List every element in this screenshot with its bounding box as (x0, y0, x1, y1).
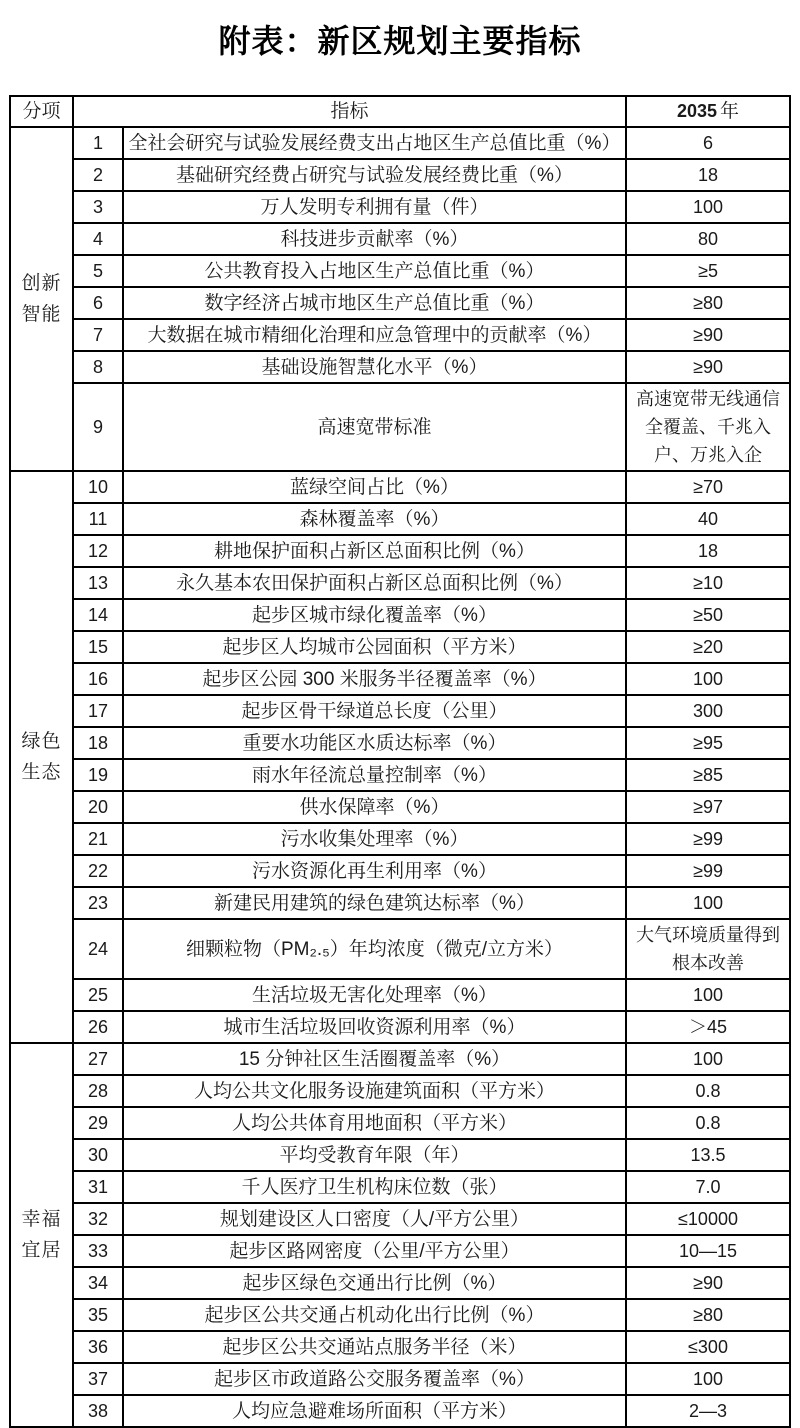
row-number-cell: 33 (73, 1235, 123, 1267)
value-cell: 80 (626, 223, 790, 255)
value-cell: ≥90 (626, 319, 790, 351)
indicator-cell: 人均公共体育用地面积（平方米） (123, 1107, 626, 1139)
row-number-cell: 8 (73, 351, 123, 383)
indicator-cell: 耕地保护面积占新区总面积比例（%） (123, 535, 626, 567)
table-row (10, 1107, 790, 1139)
row-number-cell: 1 (73, 127, 123, 159)
row-number-cell: 5 (73, 255, 123, 287)
indicator-cell: 基础设施智慧化水平（%） (123, 351, 626, 383)
row-number-cell: 25 (73, 979, 123, 1011)
value-cell: 0.8 (626, 1107, 790, 1139)
table-row (10, 383, 790, 471)
value-cell: ≥20 (626, 631, 790, 663)
table-row (10, 695, 790, 727)
value-cell: ≥90 (626, 351, 790, 383)
category-cell-1 (10, 471, 73, 1043)
table-row (10, 567, 790, 599)
category-label-line: 创新 (21, 273, 62, 294)
indicator-cell: 城市生活垃圾回收资源利用率（%） (123, 1011, 626, 1043)
value-cell: ≥85 (626, 759, 790, 791)
value-cell: 100 (626, 887, 790, 919)
row-number-cell: 31 (73, 1171, 123, 1203)
row-number-cell: 24 (73, 919, 123, 979)
indicator-cell: 人均公共文化服务设施建筑面积（平方米） (123, 1075, 626, 1107)
indicator-cell: 供水保障率（%） (123, 791, 626, 823)
table-row (10, 471, 790, 503)
indicator-cell: 科技进步贡献率（%） (123, 223, 626, 255)
row-number-cell: 35 (73, 1299, 123, 1331)
indicator-cell: 雨水年径流总量控制率（%） (123, 759, 626, 791)
header-year-number: 2035 (676, 101, 718, 121)
table-row (10, 1267, 790, 1299)
row-number-cell: 16 (73, 663, 123, 695)
indicator-cell: 起步区路网密度（公里/平方公里） (123, 1235, 626, 1267)
table-row (10, 855, 790, 887)
indicators-table (9, 95, 791, 1428)
indicator-cell: 大数据在城市精细化治理和应急管理中的贡献率（%） (123, 319, 626, 351)
value-cell: 18 (626, 535, 790, 567)
indicator-cell: 起步区城市绿化覆盖率（%） (123, 599, 626, 631)
table-row (10, 1011, 790, 1043)
row-number-cell: 12 (73, 535, 123, 567)
indicator-cell: 污水资源化再生利用率（%） (123, 855, 626, 887)
page-title: 附表：新区规划主要指标 (218, 23, 582, 59)
category-label-line: 宜居 (21, 1240, 62, 1261)
row-number-cell: 28 (73, 1075, 123, 1107)
value-cell: 2—3 (626, 1395, 790, 1427)
indicator-cell: 15 分钟社区生活圈覆盖率（%） (123, 1043, 626, 1075)
table-row (10, 727, 790, 759)
row-number-cell: 26 (73, 1011, 123, 1043)
indicator-cell: 人均应急避难场所面积（平方米） (123, 1395, 626, 1427)
table-row (10, 1171, 790, 1203)
value-cell: ≥99 (626, 823, 790, 855)
row-number-cell: 11 (73, 503, 123, 535)
indicator-cell: 污水收集处理率（%） (123, 823, 626, 855)
table-row (10, 351, 790, 383)
indicator-cell: 万人发明专利拥有量（件） (123, 191, 626, 223)
value-cell: ≥10 (626, 567, 790, 599)
table-row (10, 1395, 790, 1427)
row-number-cell: 22 (73, 855, 123, 887)
table-row (10, 979, 790, 1011)
value-cell: ≥90 (626, 1267, 790, 1299)
table-row (10, 503, 790, 535)
table-row (10, 1235, 790, 1267)
row-number-cell: 32 (73, 1203, 123, 1235)
table-row (10, 159, 790, 191)
table-row (10, 599, 790, 631)
indicator-cell: 起步区公园 300 米服务半径覆盖率（%） (123, 663, 626, 695)
table-row (10, 1203, 790, 1235)
indicator-cell: 千人医疗卫生机构床位数（张） (123, 1171, 626, 1203)
category-cell-2 (10, 1043, 73, 1427)
table-row (10, 1139, 790, 1171)
indicator-cell: 起步区公共交通站点服务半径（米） (123, 1331, 626, 1363)
row-number-cell: 10 (73, 471, 123, 503)
indicator-cell: 森林覆盖率（%） (123, 503, 626, 535)
value-cell: ≥80 (626, 287, 790, 319)
indicator-cell: 永久基本农田保护面积占新区总面积比例（%） (123, 567, 626, 599)
value-cell: ≥95 (626, 727, 790, 759)
value-cell: 100 (626, 979, 790, 1011)
row-number-cell: 38 (73, 1395, 123, 1427)
indicator-cell: 公共教育投入占地区生产总值比重（%） (123, 255, 626, 287)
row-number-cell: 37 (73, 1363, 123, 1395)
value-cell: 100 (626, 1363, 790, 1395)
value-cell: 40 (626, 503, 790, 535)
row-number-cell: 29 (73, 1107, 123, 1139)
category-label-line: 幸福 (21, 1209, 62, 1230)
table-row (10, 663, 790, 695)
category-label-line: 绿色 (21, 731, 62, 752)
row-number-cell: 21 (73, 823, 123, 855)
value-cell: 大气环境质量得到根本改善 (626, 919, 790, 979)
indicator-cell: 起步区市政道路公交服务覆盖率（%） (123, 1363, 626, 1395)
category-cell-0 (10, 127, 73, 471)
table-row (10, 631, 790, 663)
value-cell: 300 (626, 695, 790, 727)
row-number-cell: 17 (73, 695, 123, 727)
table-row (10, 255, 790, 287)
category-label-line: 智能 (21, 304, 62, 325)
row-number-cell: 23 (73, 887, 123, 919)
header-indicator: 指标 (73, 96, 626, 127)
value-cell: 18 (626, 159, 790, 191)
row-number-cell: 30 (73, 1139, 123, 1171)
table-row (10, 191, 790, 223)
value-cell: 100 (626, 1043, 790, 1075)
table-row (10, 1075, 790, 1107)
indicator-cell: 起步区公共交通占机动化出行比例（%） (123, 1299, 626, 1331)
indicator-cell: 起步区绿色交通出行比例（%） (123, 1267, 626, 1299)
indicator-cell: 蓝绿空间占比（%） (123, 471, 626, 503)
indicator-cell: 数字经济占城市地区生产总值比重（%） (123, 287, 626, 319)
row-number-cell: 4 (73, 223, 123, 255)
row-number-cell: 15 (73, 631, 123, 663)
value-cell: ≤10000 (626, 1203, 790, 1235)
table-row (10, 223, 790, 255)
value-cell: ≥50 (626, 599, 790, 631)
indicator-cell: 全社会研究与试验发展经费支出占地区生产总值比重（%） (123, 127, 626, 159)
header-year-suffix: 年 (720, 101, 740, 122)
row-number-cell: 36 (73, 1331, 123, 1363)
row-number-cell: 6 (73, 287, 123, 319)
indicator-cell: 平均受教育年限（年） (123, 1139, 626, 1171)
indicator-cell: 规划建设区人口密度（人/平方公里） (123, 1203, 626, 1235)
table-row (10, 1331, 790, 1363)
indicator-cell: 生活垃圾无害化处理率（%） (123, 979, 626, 1011)
table-row (10, 1363, 790, 1395)
header-category: 分项 (10, 96, 73, 127)
table-row (10, 1043, 790, 1075)
row-number-cell: 18 (73, 727, 123, 759)
row-number-cell: 34 (73, 1267, 123, 1299)
header-year-2035 (626, 96, 790, 127)
table-row (10, 791, 790, 823)
row-number-cell: 27 (73, 1043, 123, 1075)
indicator-cell: 新建民用建筑的绿色建筑达标率（%） (123, 887, 626, 919)
value-cell: 10—15 (626, 1235, 790, 1267)
row-number-cell: 2 (73, 159, 123, 191)
table-row (10, 919, 790, 979)
table-row (10, 287, 790, 319)
table-row (10, 1299, 790, 1331)
row-number-cell: 7 (73, 319, 123, 351)
row-number-cell: 13 (73, 567, 123, 599)
value-cell: 7.0 (626, 1171, 790, 1203)
indicator-cell: 基础研究经费占研究与试验发展经费比重（%） (123, 159, 626, 191)
value-cell: 100 (626, 663, 790, 695)
value-cell: ≥5 (626, 255, 790, 287)
row-number-cell: 20 (73, 791, 123, 823)
indicator-cell: 重要水功能区水质达标率（%） (123, 727, 626, 759)
value-cell: ≥70 (626, 471, 790, 503)
value-cell: ≥80 (626, 1299, 790, 1331)
value-cell: 高速宽带无线通信全覆盖、千兆入户、万兆入企 (626, 383, 790, 471)
value-cell: 0.8 (626, 1075, 790, 1107)
value-cell: ≥99 (626, 855, 790, 887)
indicator-cell: 起步区骨干绿道总长度（公里） (123, 695, 626, 727)
table-row (10, 887, 790, 919)
table-row (10, 127, 790, 159)
indicator-cell: 高速宽带标准 (123, 383, 626, 471)
value-cell: ≤300 (626, 1331, 790, 1363)
row-number-cell: 3 (73, 191, 123, 223)
indicator-cell: 细颗粒物（PM₂.₅）年均浓度（微克/立方米） (123, 919, 626, 979)
table-header-row (10, 96, 790, 127)
value-cell: ＞45 (626, 1011, 790, 1043)
value-cell: 13.5 (626, 1139, 790, 1171)
value-cell: 100 (626, 191, 790, 223)
row-number-cell: 14 (73, 599, 123, 631)
table-row (10, 759, 790, 791)
table-body (10, 127, 790, 1427)
value-cell: 6 (626, 127, 790, 159)
table-row (10, 319, 790, 351)
table-row (10, 535, 790, 567)
table-row (10, 823, 790, 855)
indicator-cell: 起步区人均城市公园面积（平方米） (123, 631, 626, 663)
value-cell: ≥97 (626, 791, 790, 823)
row-number-cell: 9 (73, 383, 123, 471)
row-number-cell: 19 (73, 759, 123, 791)
category-label-line: 生态 (21, 762, 62, 783)
